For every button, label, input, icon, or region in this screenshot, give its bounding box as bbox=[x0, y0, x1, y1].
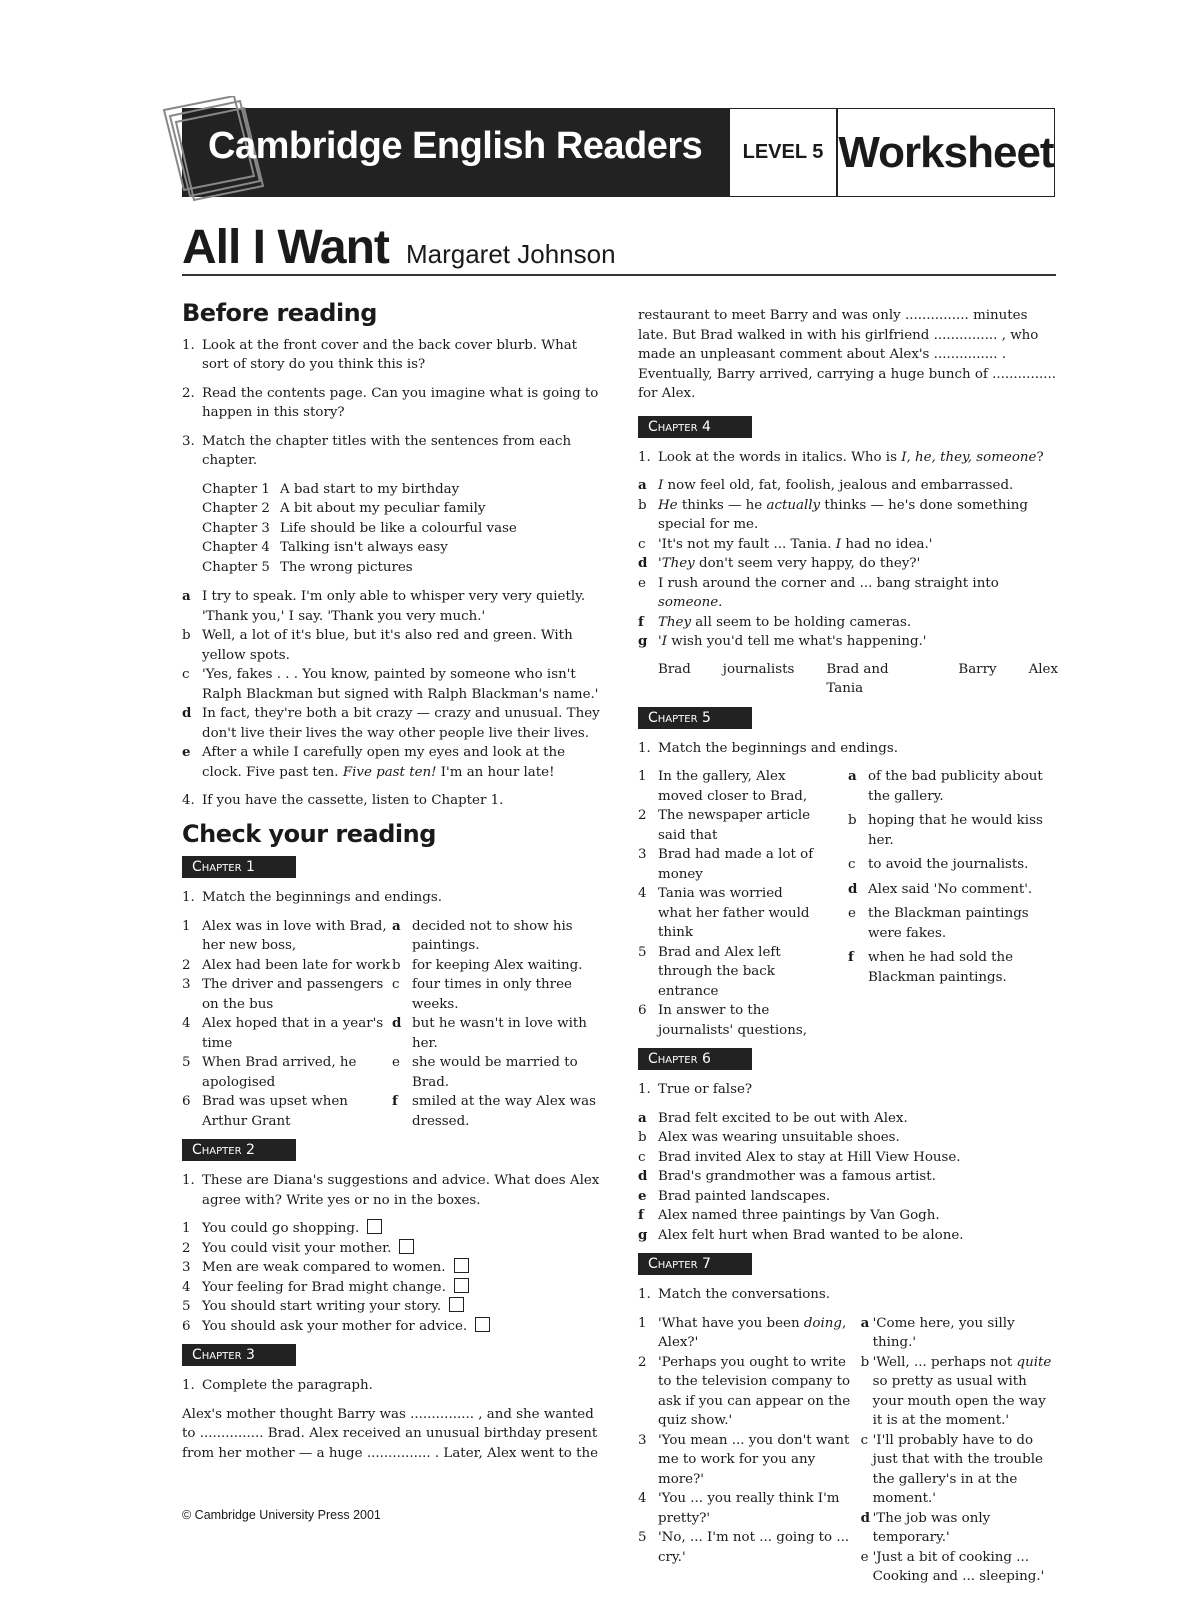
header-banner bbox=[182, 108, 1054, 197]
item-text: 'Perhaps you ought to write to the television company to ask if you can appear on the quiz show.' bbox=[658, 1354, 851, 1428]
chapter-3-paragraph: Alex's mother thought Barry was ............... , and she wanted to ............... Brad. Alex received an unusual birthday present from her mother — a huge ............... . Later, Alex went to the bbox=[182, 1406, 599, 1461]
list-item bbox=[182, 665, 602, 704]
list-item: 5 When Brad arrived, he apologised bbox=[182, 1055, 357, 1090]
chapter-number: Chapter 5 bbox=[202, 559, 270, 575]
endings-list bbox=[848, 767, 1058, 1040]
item-text: After a while I carefully open my eyes and look at the clock. Five past ten. Five past ten! I'm an hour late! bbox=[202, 745, 566, 780]
chapter-number: Chapter 2 bbox=[202, 501, 270, 516]
question-text: Complete the paragraph. bbox=[202, 1378, 373, 1393]
chapter-6-label: Chapter 6 bbox=[638, 1048, 752, 1070]
item-letter: a bbox=[860, 1314, 870, 1331]
list-item: 3 Men are weak compared to women. bbox=[182, 1258, 602, 1278]
item-text: 'You mean ... you don't want me to work for you any more?' bbox=[658, 1432, 850, 1487]
item-letter: 3 bbox=[638, 1432, 647, 1448]
list-item bbox=[638, 476, 1058, 496]
chapter-title: Talking isn't always easy bbox=[280, 540, 448, 555]
item-letter: f bbox=[638, 613, 644, 630]
list-item bbox=[638, 535, 1058, 555]
chapter-title-list bbox=[202, 480, 602, 578]
list-item: b Alex was wearing unsuitable shoes. bbox=[638, 1130, 900, 1145]
list-item: g Alex felt hurt when Brad wanted to be alone. bbox=[638, 1226, 964, 1243]
chapter-title: The wrong pictures bbox=[280, 559, 413, 575]
list-item bbox=[202, 499, 602, 519]
list-item: e she would be married to Brad. bbox=[392, 1055, 578, 1090]
item-text: 'I'll probably have to do just that with the trouble the gallery's in at the moment.' bbox=[872, 1432, 1043, 1506]
answer-checkbox[interactable] bbox=[449, 1297, 464, 1312]
item-letter: c bbox=[638, 536, 646, 552]
item-text: 'What have you been doing, Alex?' bbox=[658, 1315, 847, 1350]
list-item bbox=[861, 1509, 1058, 1548]
question-text: Read the contents page. Can you imagine what is going to happen in this story? bbox=[202, 385, 599, 420]
list-item bbox=[182, 704, 602, 743]
chapter-7-label: Chapter 7 bbox=[638, 1253, 752, 1275]
item-text: 'Just a bit of cooking ... Cooking and ... sleeping.' bbox=[872, 1549, 1045, 1584]
item-letter: d bbox=[182, 705, 192, 721]
item-letter: e bbox=[182, 744, 191, 760]
item-letter: g bbox=[638, 633, 648, 649]
item-letter: c bbox=[182, 667, 190, 682]
item-text: I rush around the corner and ... bang straight into someone. bbox=[658, 575, 999, 610]
list-item bbox=[182, 743, 602, 782]
list-item bbox=[182, 587, 602, 626]
question: 4. If you have the cassette, listen to Chapter 1. bbox=[182, 791, 602, 811]
chapter-number: Chapter 3 bbox=[202, 520, 270, 536]
list-item: c to avoid the journalists. bbox=[848, 857, 1029, 872]
list-item bbox=[202, 480, 602, 500]
beginnings-list bbox=[638, 767, 848, 1040]
list-item: a Brad felt excited to be out with Alex. bbox=[638, 1109, 908, 1126]
chapter-4-label: Chapter 4 bbox=[638, 416, 752, 438]
beginnings-list bbox=[182, 917, 392, 1132]
question-text: Look at the words in italics. Who is I, he, they, someone? bbox=[658, 449, 1044, 465]
question: 3. Match the chapter titles with the sentences from each chapter. bbox=[182, 432, 602, 471]
item-text: He thinks — he actually thinks — he's done something special for me. bbox=[658, 497, 1028, 532]
question-text: If you have the cassette, listen to Chapter 1. bbox=[202, 793, 504, 808]
item-letter: b bbox=[638, 497, 647, 513]
chapter-4-list bbox=[638, 476, 1058, 652]
answer-names-row bbox=[658, 660, 1058, 699]
chapter-number: Chapter 4 bbox=[202, 540, 270, 555]
item-letter: e bbox=[860, 1549, 869, 1565]
list-item: f when he had sold the Blackman paintings. bbox=[848, 949, 1014, 985]
chapter-5-label: Chapter 5 bbox=[638, 707, 752, 729]
chapter-number: Chapter 1 bbox=[202, 481, 270, 497]
list-item bbox=[861, 1353, 1058, 1431]
list-item: 3 Brad had made a lot of money bbox=[638, 847, 814, 882]
question: 1. Look at the words in italics. Who is I, he, they, someone? bbox=[638, 448, 1058, 468]
list-item: a decided not to show his paintings. bbox=[392, 917, 573, 953]
list-item bbox=[861, 1314, 1058, 1353]
item-letter: 4 bbox=[638, 1491, 647, 1506]
chapter-2-label: Chapter 2 bbox=[182, 1139, 296, 1161]
list-item bbox=[638, 1353, 861, 1431]
list-item bbox=[638, 1489, 861, 1528]
item-text: 'I wish you'd tell me what's happening.' bbox=[658, 634, 927, 649]
item-text: 'No, ... I'm not ... going to ... cry.' bbox=[658, 1530, 850, 1565]
item-letter: a bbox=[182, 588, 191, 604]
item-letter: a bbox=[638, 477, 647, 493]
list-item bbox=[638, 1528, 861, 1567]
book-author: Margaret Johnson bbox=[405, 239, 616, 269]
list-item bbox=[638, 1314, 861, 1353]
answer-name: Alex bbox=[1028, 661, 1058, 677]
list-item: 4 Tania was worried what her father would think bbox=[638, 886, 810, 940]
list-item bbox=[638, 632, 1058, 652]
list-item: 6 Brad was upset when Arthur Grant bbox=[182, 1094, 348, 1129]
question-text: True or false? bbox=[658, 1082, 753, 1097]
list-item: f smiled at the way Alex was dressed. bbox=[392, 1093, 596, 1129]
list-item: f Alex named three paintings by Van Gogh. bbox=[638, 1207, 940, 1223]
chapter-1-match-table bbox=[182, 917, 602, 1132]
question: 1. Match the beginnings and endings. bbox=[182, 888, 602, 908]
list-item: c four times in only three weeks. bbox=[392, 977, 572, 1012]
left-column bbox=[182, 300, 602, 1463]
list-item: d Alex said 'No comment'. bbox=[848, 880, 1033, 897]
item-letter: b bbox=[860, 1354, 870, 1370]
item-letter: d bbox=[860, 1509, 870, 1526]
list-item bbox=[638, 1431, 861, 1490]
list-item: 5 Brad and Alex left through the back entrance bbox=[638, 944, 781, 999]
list-item bbox=[182, 626, 602, 665]
item-text: I try to speak. I'm only able to whisper very very quietly. 'Thank you,' I say. 'Thank you very much.' bbox=[202, 589, 586, 624]
check-reading-heading: Check your reading bbox=[182, 819, 436, 848]
list-item: b hoping that he would kiss her. bbox=[848, 813, 1043, 848]
answer-name: Barry bbox=[958, 661, 997, 677]
answer-name: Brad bbox=[658, 661, 691, 677]
answer-name: Brad and Tania bbox=[826, 661, 889, 696]
chapter-title: A bit about my peculiar family bbox=[280, 501, 486, 516]
chapter-5-match-table bbox=[638, 767, 1058, 1040]
list-item bbox=[202, 538, 602, 558]
list-item: c Brad invited Alex to stay at Hill View House. bbox=[638, 1149, 961, 1165]
series-title: Cambridge English Readers bbox=[208, 125, 703, 167]
item-text: They all seem to be holding cameras. bbox=[658, 614, 912, 630]
list-item: e Brad painted landscapes. bbox=[638, 1187, 831, 1204]
chapter-title: Life should be like a colourful vase bbox=[280, 520, 517, 536]
item-letter: 5 bbox=[638, 1530, 647, 1545]
item-text: 'Well, ... perhaps not quite so pretty as usual with your mouth open the way it is at the moment.' bbox=[872, 1354, 1052, 1428]
item-text: In fact, they're both a bit crazy — crazy and unusual. They don't live their lives the way other people live their lives. bbox=[202, 706, 600, 741]
list-item: 5 You should start writing your story. bbox=[182, 1297, 602, 1317]
list-item: 4 Alex hoped that in a year's time bbox=[182, 1016, 384, 1051]
list-item: 2 The newspaper article said that bbox=[638, 808, 811, 843]
right-column bbox=[638, 306, 1058, 1595]
level-label: LEVEL 5 bbox=[730, 108, 837, 197]
question: 1. Complete the paragraph. bbox=[182, 1376, 602, 1396]
chapter-1-label: Chapter 1 bbox=[182, 856, 296, 878]
item-letter: e bbox=[638, 575, 646, 591]
conversation-starts-list bbox=[638, 1314, 861, 1587]
list-item bbox=[638, 574, 1058, 613]
item-text: 'They don't seem very happy, do they?' bbox=[658, 556, 921, 571]
list-item: 1 You could go shopping. bbox=[182, 1219, 602, 1239]
answer-checkbox[interactable] bbox=[454, 1258, 469, 1273]
item-text: 'You ... you really think I'm pretty?' bbox=[658, 1491, 840, 1526]
answer-name: journalists bbox=[722, 661, 795, 677]
question: 1. These are Diana's suggestions and advice. What does Alex agree with? Write yes or no in the boxes. bbox=[182, 1171, 602, 1210]
list-item: e the Blackman paintings were fakes. bbox=[848, 906, 1029, 941]
item-letter: 1 bbox=[638, 1315, 647, 1331]
question-text: Look at the front cover and the back cover blurb. What sort of story do you think this is? bbox=[202, 337, 578, 372]
question-text: Match the conversations. bbox=[658, 1287, 831, 1302]
list-item: 4 Your feeling for Brad might change. bbox=[182, 1278, 602, 1298]
question-text: Match the beginnings and endings. bbox=[202, 890, 443, 905]
question: 2. Read the contents page. Can you imagine what is going to happen in this story? bbox=[182, 384, 602, 423]
endings-list bbox=[392, 917, 602, 1132]
list-item bbox=[638, 554, 1058, 574]
list-item: a of the bad publicity about the gallery. bbox=[848, 768, 1043, 804]
before-reading-heading: Before reading bbox=[182, 299, 377, 327]
conversation-replies-list bbox=[861, 1314, 1058, 1587]
chapter-2-list bbox=[182, 1219, 602, 1336]
copyright-footer: © Cambridge University Press 2001 bbox=[182, 1508, 381, 1522]
item-text: 'Yes, fakes . . . You know, painted by someone who isn't Ralph Blackman but signed with Ralph Blackman's name.' bbox=[202, 667, 599, 702]
book-title: All I Want bbox=[182, 221, 389, 274]
item-text: I now feel old, fat, foolish, jealous and embarrassed. bbox=[658, 478, 1014, 493]
book-heading bbox=[182, 220, 616, 275]
answer-checkbox[interactable] bbox=[454, 1278, 469, 1293]
answer-checkbox[interactable] bbox=[399, 1239, 414, 1254]
list-item: 6 In answer to the journalists' questions, bbox=[638, 1003, 807, 1038]
title-divider bbox=[182, 274, 1056, 276]
item-letter: d bbox=[638, 555, 648, 571]
list-item: 3 The driver and passengers on the bus bbox=[182, 977, 384, 1012]
list-item bbox=[638, 496, 1058, 535]
item-letter: b bbox=[182, 628, 191, 643]
chapter-3-paragraph-continued: restaurant to meet Barry and was only ............... minutes late. But Brad walked in with his girlfriend ............... , who made an unpleasant comment about Alex's ............... . Eventually, Barry arrived, carrying a huge bunch of ............... for Alex. bbox=[638, 308, 1056, 401]
question: 1. True or false? bbox=[638, 1080, 1058, 1100]
worksheet-label: Worksheet bbox=[837, 108, 1055, 197]
item-text: 'The job was only temporary.' bbox=[872, 1510, 991, 1545]
list-item bbox=[202, 558, 602, 578]
chapter-title: A bad start to my birthday bbox=[280, 481, 460, 497]
chapter-6-list bbox=[638, 1109, 1058, 1246]
list-item: 1 In the gallery, Alex moved closer to Brad, bbox=[638, 769, 808, 804]
list-item: 2 Alex had been late for work bbox=[182, 957, 390, 973]
chapter-7-match-table bbox=[638, 1314, 1058, 1587]
item-letter: c bbox=[860, 1432, 869, 1448]
list-item bbox=[861, 1548, 1058, 1587]
list-item bbox=[638, 613, 1058, 633]
item-text: 'Come here, you silly thing.' bbox=[872, 1315, 1015, 1350]
list-item bbox=[861, 1431, 1058, 1509]
item-letter: 2 bbox=[638, 1354, 647, 1370]
question-text: Match the chapter titles with the sentences from each chapter. bbox=[202, 433, 572, 468]
list-item: 1 Alex was in love with Brad, her new boss, bbox=[182, 918, 387, 953]
question-text: Match the beginnings and endings. bbox=[658, 740, 899, 756]
item-text: 'It's not my fault ... Tania. I had no idea.' bbox=[658, 536, 933, 552]
list-item: 6 You should ask your mother for advice. bbox=[182, 1317, 602, 1337]
question-text: These are Diana's suggestions and advice. What does Alex agree with? Write yes or no in the boxes. bbox=[202, 1173, 600, 1208]
answer-checkbox[interactable] bbox=[475, 1317, 490, 1332]
answer-checkbox[interactable] bbox=[367, 1219, 382, 1234]
question: 1. Match the conversations. bbox=[638, 1285, 1058, 1305]
question: 1. Look at the front cover and the back cover blurb. What sort of story do you think this is? bbox=[182, 336, 602, 375]
list-item: d Brad's grandmother was a famous artist. bbox=[638, 1168, 936, 1184]
list-item: d but he wasn't in love with her. bbox=[392, 1015, 587, 1051]
chapter-3-label: Chapter 3 bbox=[182, 1344, 296, 1366]
item-text: Well, a lot of it's blue, but it's also red and green. With yellow spots. bbox=[202, 628, 573, 663]
sentence-list bbox=[182, 587, 602, 782]
question: 1. Match the beginnings and endings. bbox=[638, 739, 1058, 759]
list-item bbox=[202, 519, 602, 539]
list-item: 2 You could visit your mother. bbox=[182, 1239, 602, 1259]
list-item: b for keeping Alex waiting. bbox=[392, 957, 583, 973]
